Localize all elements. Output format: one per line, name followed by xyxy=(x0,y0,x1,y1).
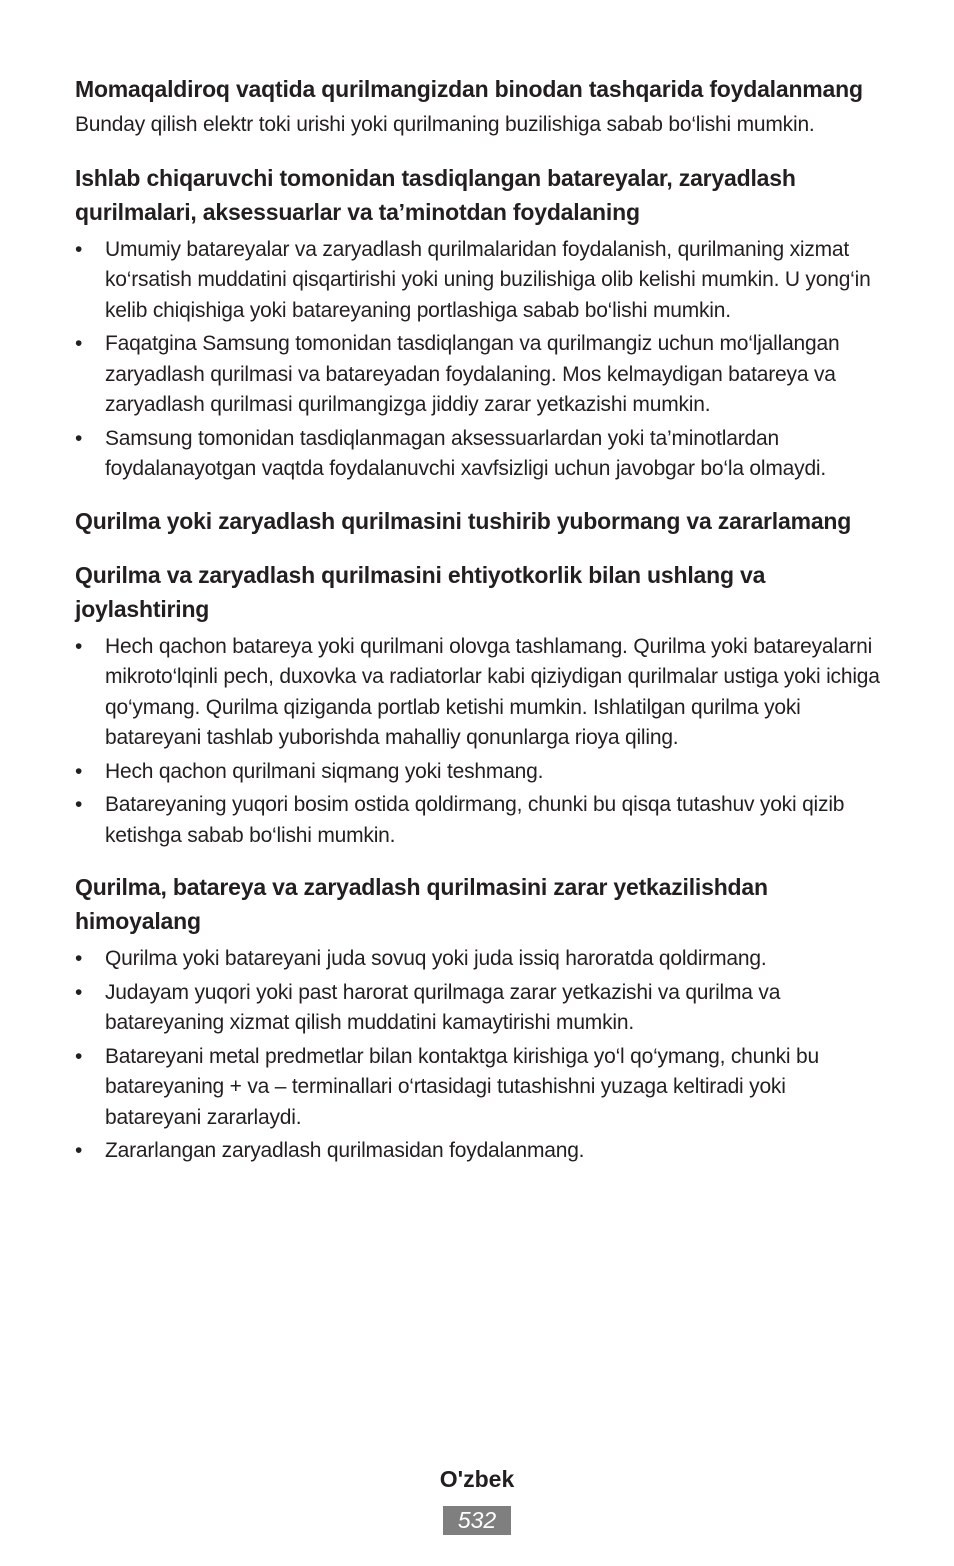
list-item: • Samsung tomonidan tasdiqlanmagan aksessuarlardan yoki ta’minotlardan foydalanayotgan vaqtda foydalanuvchi xavfsizligi uchun javobgar bo‘la olmaydi. xyxy=(75,424,885,485)
list-item: • Umumiy batareyalar va zaryadlash qurilmalaridan foydalanish, qurilmaning xizmat ko‘rsatish muddatini qisqartirishi yoki uning buzilishiga olib kelishi mumkin. U yong‘in kelib chiqishiga yoki batareyaning portlashiga sabab bo‘lishi mumkin. xyxy=(75,235,885,327)
section-heading: Momaqaldiroq vaqtida qurilmangizdan binodan tashqarida foydalanmang xyxy=(75,76,863,102)
bullet-mark: • xyxy=(75,237,83,261)
section-heading: Qurilma, batareya va zaryadlash qurilmasini zarar yetkazilishdan himoyalang xyxy=(75,874,768,934)
bullet-list xyxy=(75,235,885,485)
list-item: • Faqatgina Samsung tomonidan tasdiqlangan va qurilmangiz uchun mo‘ljallangan zaryadlash qurilmasi va batareyadan foydalaning. Mos kelmaydigan batareya va zaryadlash qurilmasi qurilmangizga jiddiy zarar yetkazishi mumkin. xyxy=(75,329,885,421)
bullet-mark: • xyxy=(75,332,83,355)
list-item: • Qurilma yoki batareyani juda sovuq yoki juda issiq haroratda qoldirmang. xyxy=(75,944,885,975)
list-item: • Batareyani metal predmetlar bilan kontaktga kirishiga yo‘l qo‘ymang, chunki bu batareyaning + va – terminallari o‘rtasidagi tutashishni yuzaga keltiradi yoki batareyani zararlaydi. xyxy=(75,1042,885,1134)
section-approved-batteries xyxy=(75,161,885,485)
page-content xyxy=(75,72,885,1170)
list-item: • Hech qachon batareya yoki qurilmani olovga tashlamang. Qurilma yoki batareyalarni mikroto‘lqinli pech, duxovka va radiatorlar kabi qiziydigan qurilmalar ustiga yoki ichiga qo‘ymang. Qurilma qiziganda portlab ketishi mumkin. Ishlatilgan qurilma yoki batareyani tashlab yuborishda mahalliy qonunlarga rioya qiling. xyxy=(75,632,885,754)
section-heading: Qurilma va zaryadlash qurilmasini ehtiyotkorlik bilan ushlang va joylashtiring xyxy=(75,561,766,622)
bullet-mark: • xyxy=(75,793,83,816)
section-handle-carefully xyxy=(75,558,885,852)
bullet-list xyxy=(75,632,885,852)
section-thunderstorm xyxy=(75,72,885,141)
bullet-mark: • xyxy=(75,980,83,1004)
bullet-mark: • xyxy=(75,1139,83,1162)
list-item: • Batareyaning yuqori bosim ostida qoldirmang, chunki bu qisqa tutashuv yoki qizib ketishga sabab bo‘lishi mumkin. xyxy=(75,790,885,851)
page-number: 532 xyxy=(443,1506,511,1535)
section-heading: Qurilma yoki zaryadlash qurilmasini tushirib yubormang va zararlamang xyxy=(75,507,852,534)
section-do-not-drop xyxy=(75,504,885,538)
bullet-mark: • xyxy=(75,947,83,970)
list-item: • Hech qachon qurilmani siqmang yoki teshmang. xyxy=(75,757,885,788)
section-protect-from-damage xyxy=(75,870,885,1167)
list-item: • Judayam yuqori yoki past harorat qurilmaga zarar yetkazishi va qurilma va batareyaning xizmat qilish muddatini kamaytirishi mumkin. xyxy=(75,978,885,1039)
section-paragraph: Bunday qilish elektr toki urishi yoki qurilmaning buzilishiga sabab bo‘lishi mumkin. xyxy=(75,113,815,136)
bullet-mark: • xyxy=(75,1044,83,1068)
bullet-mark: • xyxy=(75,759,83,783)
list-item: • Zararlangan zaryadlash qurilmasidan foydalanmang. xyxy=(75,1136,885,1167)
bullet-list xyxy=(75,944,885,1167)
bullet-mark: • xyxy=(75,634,83,658)
bullet-mark: • xyxy=(75,426,83,450)
section-heading: Ishlab chiqaruvchi tomonidan tasdiqlangan batareyalar, zaryadlash qurilmalari, aksessuarlar va ta’minotdan foydalaning xyxy=(75,164,796,225)
footer-language: O'zbek xyxy=(439,1466,515,1492)
